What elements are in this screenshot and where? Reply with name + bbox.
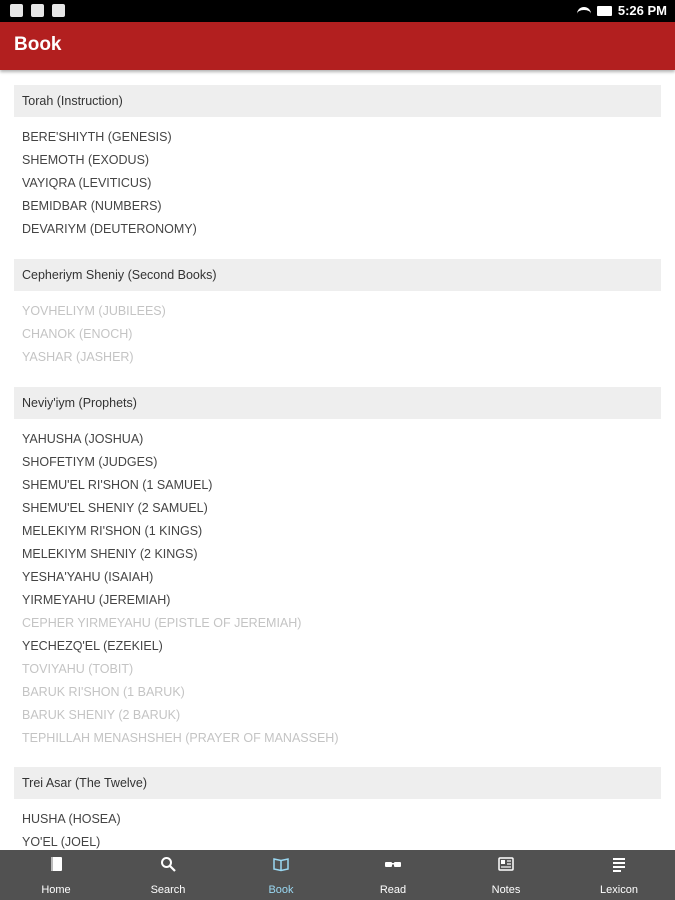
reading-glasses-icon — [385, 856, 401, 872]
bottom-navigation — [0, 850, 675, 900]
book-list[interactable] — [0, 70, 675, 850]
book-item-2-samuel[interactable]: SHEMU'EL SHENIY (2 SAMUEL) — [22, 501, 208, 515]
nav-search[interactable] — [112, 850, 224, 900]
nav-book-label: Book — [268, 884, 294, 896]
status-bar — [0, 0, 675, 22]
book-item-exodus[interactable]: SHEMOTH (EXODUS) — [22, 153, 150, 167]
section-header-the-twelve — [14, 767, 661, 799]
image-notification-icon — [31, 4, 44, 17]
section-header-second-books — [14, 259, 661, 291]
app-bar — [0, 22, 675, 70]
nav-search-label: Search — [150, 884, 186, 896]
play-store-notification-icon — [52, 4, 65, 17]
section-header-prophets — [14, 387, 661, 419]
book-item-jubilees: YOVHELIYM (JUBILEES) — [22, 304, 166, 318]
status-time: 5:26 PM — [617, 3, 667, 18]
open-book-icon — [273, 856, 289, 872]
book-item-hosea[interactable]: HUSHA (HOSEA) — [22, 812, 121, 826]
book-item-ezekiel[interactable]: YECHEZQ'EL (EZEKIEL) — [22, 639, 163, 653]
book-item-jasher: YASHAR (JASHER) — [22, 350, 134, 364]
book-item-isaiah[interactable]: YESHA'YAHU (ISAIAH) — [22, 570, 154, 584]
wifi-icon — [577, 7, 591, 17]
book-item-1-baruk: BARUK RI'SHON (1 BARUK) — [22, 685, 185, 699]
book-item-genesis[interactable]: BERE'SHIYTH (GENESIS) — [22, 130, 172, 144]
nav-notes[interactable] — [450, 850, 562, 900]
section-title: Cepheriym Sheniy (Second Books) — [22, 268, 217, 282]
section-header-torah — [14, 85, 661, 117]
book-item-epistle-of-jeremiah: CEPHER YIRMEYAHU (EPISTLE OF JEREMIAH) — [22, 616, 302, 630]
section-title: Torah (Instruction) — [22, 94, 123, 108]
book-item-jeremiah[interactable]: YIRMEYAHU (JEREMIAH) — [22, 593, 171, 607]
nav-home-label: Home — [41, 884, 71, 896]
book-item-prayer-of-manasseh: TEPHILLAH MENASHSHEH (PRAYER OF MANASSEH) — [22, 731, 339, 745]
battery-icon — [597, 6, 612, 16]
search-icon — [160, 856, 176, 872]
book-item-joel[interactable]: YO'EL (JOEL) — [22, 835, 101, 849]
book-item-joshua[interactable]: YAHUSHA (JOSHUA) — [22, 432, 144, 446]
book-item-judges[interactable]: SHOFETIYM (JUDGES) — [22, 455, 158, 469]
gallery-notification-icon — [10, 4, 23, 17]
book-item-2-baruk: BARUK SHENIY (2 BARUK) — [22, 708, 181, 722]
section-title: Neviy'iym (Prophets) — [22, 396, 137, 410]
status-indicators — [577, 3, 667, 18]
nav-home[interactable] — [0, 850, 112, 900]
nav-book[interactable] — [225, 850, 337, 900]
book-item-deuteronomy[interactable]: DEVARIYM (DEUTERONOMY) — [22, 222, 197, 236]
nav-lexicon-label: Lexicon — [600, 884, 638, 896]
notification-icons — [10, 4, 65, 17]
nav-read[interactable] — [337, 850, 449, 900]
nav-lexicon[interactable] — [563, 850, 675, 900]
list-icon — [611, 856, 627, 872]
book-cover-icon — [48, 856, 64, 872]
book-item-1-kings[interactable]: MELEKIYM RI'SHON (1 KINGS) — [22, 524, 203, 538]
book-item-leviticus[interactable]: VAYIQRA (LEVITICUS) — [22, 176, 152, 190]
nav-read-label: Read — [379, 884, 407, 896]
newspaper-icon — [498, 856, 514, 872]
book-item-tobit: TOVIYAHU (TOBIT) — [22, 662, 134, 676]
book-item-numbers[interactable]: BEMIDBAR (NUMBERS) — [22, 199, 162, 213]
section-title: Trei Asar (The Twelve) — [22, 776, 148, 790]
page-title: Book — [14, 34, 62, 55]
nav-notes-label: Notes — [491, 884, 521, 896]
book-item-enoch: CHANOK (ENOCH) — [22, 327, 133, 341]
book-item-2-kings[interactable]: MELEKIYM SHENIY (2 KINGS) — [22, 547, 198, 561]
book-item-1-samuel[interactable]: SHEMU'EL RI'SHON (1 SAMUEL) — [22, 478, 213, 492]
